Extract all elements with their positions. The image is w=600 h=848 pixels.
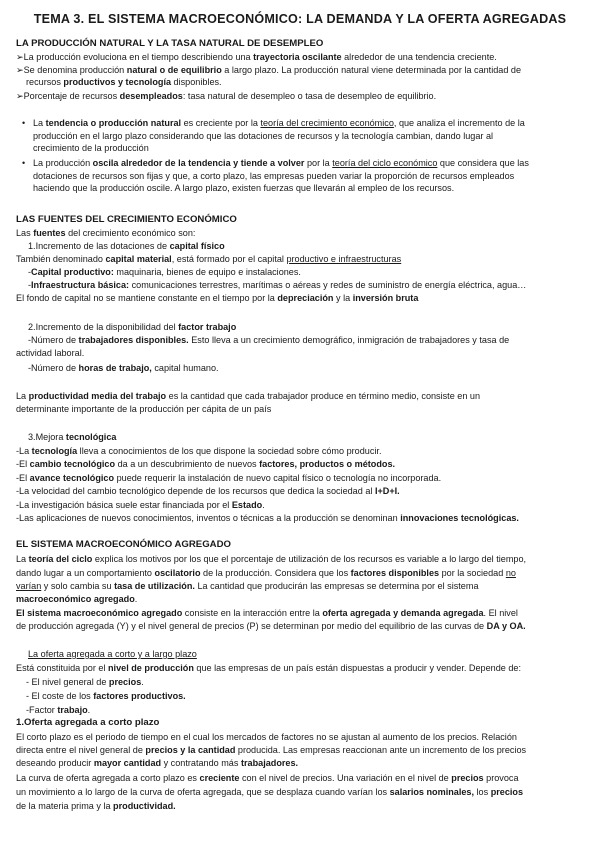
tech-line-2: -El cambio tecnológico da a un descubrimiento de nuevos factores, productos o métodos. — [16, 459, 396, 469]
capital-infrastructure: -Infraestructura básica: comunicaciones terrestres, marítimas o aéreas y redes de suministro de energía eléctrica, agua… — [28, 280, 527, 290]
section-heading-growth-sources: LAS FUENTES DEL CRECIMIENTO ECONÓMICO — [16, 214, 237, 225]
capital-fund: El fondo de capital no se mantiene constante en el tiempo por la depreciación y la inversión bruta — [16, 293, 419, 303]
labor-workers-cont: actividad laboral. — [16, 348, 85, 358]
tech-line-1: -La tecnología lleva a conocimientos de los que dispone la sociedad sobre cómo producir. — [16, 446, 382, 456]
growth-item-2: 2.Incremento de la disponibilidad del factor trabajo — [28, 322, 237, 332]
short-run-line-2: directa entre el nivel general de precios y la cantidad producida. Las empresas reaccionan ante un incremento de los precios — [16, 745, 527, 755]
bullet-item-2-line-3: haciendo que la producción oscile. A largo plazo, existen fuerzas que llevarán al empleo de los recursos. — [33, 183, 455, 193]
productivity-cont: determinante importante de la producción per cápita de un país — [16, 404, 272, 414]
growth-intro: Las fuentes del crecimiento económico son: — [16, 228, 196, 238]
labor-workers: -Número de trabajadores disponibles. Esto lleva a un crecimiento demográfico, inmigración de trabajadores y tasa de — [28, 335, 510, 345]
bullet-icon: • — [22, 158, 26, 168]
growth-item-1: 1.Incremento de las dotaciones de capital físico — [28, 241, 225, 251]
tech-line-6: -Las aplicaciones de nuevos conocimientos, inventos o técnicas a la producción se denominan innovaciones tecnológicas. — [16, 513, 519, 523]
cycle-paragraph-4: macroeconómico agregado. — [16, 594, 138, 604]
aggregate-paragraph-1: El sistema macroeconómico agregado consiste en la interacción entre la oferta agregada y demanda agregada. El nivel — [16, 608, 518, 618]
document-title: TEMA 3. EL SISTEMA MACROECONÓMICO: LA DEMANDA Y LA OFERTA AGREGADAS — [33, 12, 567, 26]
bullet-icon: • — [22, 118, 26, 128]
subheading-aggregate-supply: La oferta agregada a corto y a largo plazo — [28, 649, 197, 659]
short-run-line-3: deseando producir mayor cantidad y contratando más trabajadores. — [16, 758, 299, 768]
arrow-item-1: ➢La producción evoluciona en el tiempo describiendo una trayectoria oscilante alrededor de una tendencia creciente. — [16, 52, 497, 62]
supply-definition: Está constituida por el nivel de producción que las empresas de un país están dispuestas a producir y vender. Depende de: — [16, 663, 521, 673]
short-run-line-1: El corto plazo es el periodo de tiempo en el cual los mercados de factores no se ajustan al aumento de los precios. Relación — [16, 732, 517, 742]
bullet-item-2: La producción oscila alrededor de la tendencia y tiende a volver por la teoría del ciclo económico que considera que las — [33, 158, 529, 168]
section-heading-natural-production: LA PRODUCCIÓN NATURAL Y LA TASA NATURAL DE DESEMPLEO — [16, 38, 324, 49]
bullet-item-1-line-3: crecimiento de la producción — [33, 143, 149, 153]
bullet-item-2-line-2: dotaciones de recursos son fijas y que, a corto plazo, las empresas pueden variar la proporción de recursos empleados — [33, 171, 515, 181]
tech-line-4: -La velocidad del cambio tecnológico depende de los recursos que dedica la sociedad al I+D+I. — [16, 486, 400, 496]
growth-item-3: 3.Mejora tecnológica — [28, 432, 117, 442]
tech-line-3: -El avance tecnológico puede requerir la instalación de nuevo capital físico o tecnología no incorporada. — [16, 473, 442, 483]
supply-dependency-3: -Factor trabajo. — [26, 705, 91, 715]
capital-definition: También denominado capital material, está formado por el capital productivo e infraestructuras — [16, 254, 402, 264]
arrow-item-3: ➢Porcentaje de recursos desempleados: tasa natural de desempleo o tasa de desempleo de equilibrio. — [16, 91, 437, 101]
cycle-paragraph-3: varían y solo cambia su tasa de utilización. La cantidad que producirán las empresas se determina por el sistema — [16, 581, 479, 591]
cycle-paragraph-2: dando lugar a un comportamiento oscilatorio de la producción. Considera que los factores disponibles por la sociedad no — [16, 568, 516, 578]
aggregate-paragraph-2: de producción agregada (Y) y el nivel general de precios (P) se determinan por medio del equilibrio de las curvas de DA y OA. — [16, 621, 526, 631]
arrow-item-2: ➢Se denomina producción natural o de equilibrio a largo plazo. La producción natural viene determinada por la cantidad de — [16, 65, 522, 75]
short-run-line-5: un movimiento a lo largo de la curva de oferta agregada, que se desplaza cuando varían los salarios nominales, los precios — [16, 787, 524, 797]
tech-line-5: -La investigación básica suele estar financiada por el Estado. — [16, 500, 265, 510]
cycle-paragraph-1: La teoría del ciclo explica los motivos por los que el porcentaje de utilización de los recursos es variable a lo largo del tiempo, — [16, 554, 527, 564]
supply-dependency-2: - El coste de los factores productivos. — [26, 691, 186, 701]
short-run-line-6: de la materia prima y la productividad. — [16, 801, 176, 811]
supply-dependency-1: - El nivel general de precios. — [26, 677, 144, 687]
bullet-item-1: La tendencia o producción natural es creciente por la teoría del crecimiento económico, que analiza el incremento de la — [33, 118, 525, 128]
section-heading-aggregate-system: EL SISTEMA MACROECONÓMICO AGREGADO — [16, 539, 231, 550]
short-run-line-4: La curva de oferta agregada a corto plazo es creciente con el nivel de precios. Una variación en el nivel de precios provoca — [16, 773, 519, 783]
arrow-item-2-cont: recursos productivos y tecnología disponibles. — [26, 77, 222, 87]
capital-productive: -Capital productivo: maquinaria, bienes de equipo e instalaciones. — [28, 267, 301, 277]
bullet-item-1-line-2: producción en el largo plazo considerando que las dotaciones de recursos y la tecnología cambian, dando lugar al — [33, 131, 494, 141]
subheading-short-run-supply: 1.Oferta agregada a corto plazo — [16, 717, 160, 728]
labor-hours: -Número de horas de trabajo, capital humano. — [28, 363, 219, 373]
productivity: La productividad media del trabajo es la cantidad que cada trabajador produce en término medio, consiste en un — [16, 391, 481, 401]
